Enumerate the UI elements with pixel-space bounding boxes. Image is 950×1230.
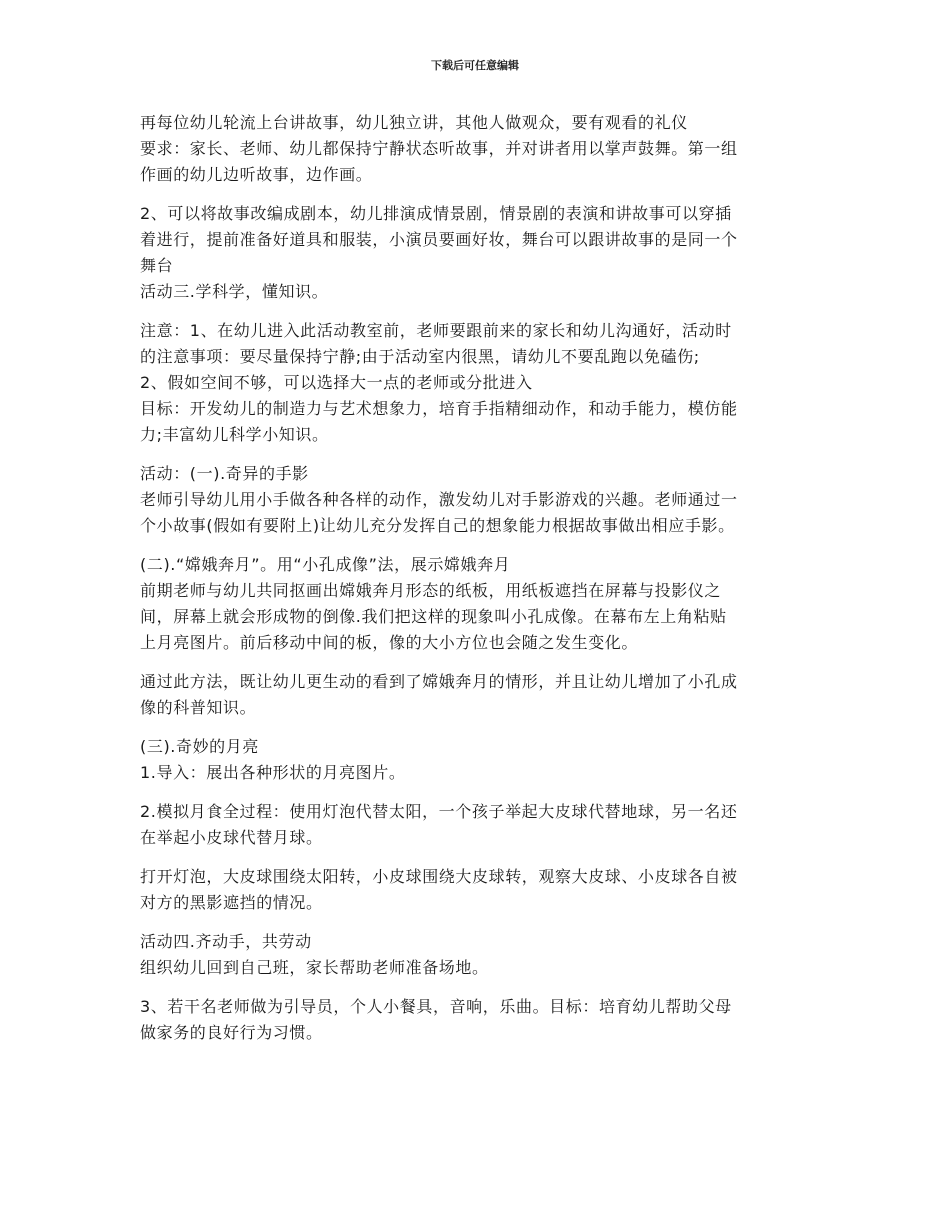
text-line: 活动三.学科学，懂知识。 xyxy=(140,282,329,301)
text-line: 舞台 xyxy=(140,256,174,275)
text-line: 的注意事项：要尽量保持宁静;由于活动室内很黑，请幼儿不要乱跑以免磕伤; xyxy=(140,347,700,366)
text-line: 做家务的良好行为习惯。 xyxy=(140,1023,323,1042)
text-line: 像的科普知识。 xyxy=(140,698,257,717)
text-line: 老师引导幼儿用小手做各种各样的动作，激发幼儿对手影游戏的兴趣。老师通过一 xyxy=(140,490,738,509)
text-line: (三).奇妙的月亮 xyxy=(140,737,259,756)
text-line: 对方的黑影遮挡的情况。 xyxy=(140,893,323,912)
text-line: 2、假如空间不够，可以选择大一点的老师或分批进入 xyxy=(140,373,533,392)
text-line: 个小故事(假如有要附上)让幼儿充分发挥自己的想象能力根据故事做出相应手影。 xyxy=(140,516,735,535)
text-line: 2、可以将故事改编成剧本，幼儿排演成情景剧，情景剧的表演和讲故事可以穿插 xyxy=(140,204,732,223)
text-line: 组织幼儿回到自己班，家长帮助老师准备场地。 xyxy=(140,958,489,977)
text-line: 作画的幼儿边听故事，边作画。 xyxy=(140,165,373,184)
text-line: (二).“嫦娥奔月”。用“小孔成像”法，展示嫦娥奔月 xyxy=(140,555,511,574)
text-line: 在举起小皮球代替月球。 xyxy=(140,828,323,847)
text-line: 活动四.齐动手，共劳动 xyxy=(140,932,312,951)
text-line: 着进行，提前准备好道具和服装，小演员要画好妆，舞台可以跟讲故事的是同一个 xyxy=(140,230,738,249)
document-body xyxy=(140,110,816,1059)
text-line: 3、若干名老师做为引导员，个人小餐具，音响，乐曲。目标：培育幼儿帮助父母 xyxy=(140,997,732,1016)
paragraph xyxy=(140,318,816,448)
paragraph xyxy=(140,461,816,539)
text-line: 注意：1、在幼儿进入此活动教室前，老师要跟前来的家长和幼儿沟通好，活动时 xyxy=(140,321,732,340)
paragraph xyxy=(140,994,816,1046)
text-line: 前期老师与幼儿共同抠画出嫦娥奔月形态的纸板，用纸板遮挡在屏幕与投影仪之 xyxy=(140,581,722,600)
text-line: 2.模拟月食全过程：使用灯泡代替太阳，一个孩子举起大皮球代替地球，另一名还 xyxy=(140,802,738,821)
text-line: 1.导入：展出各种形状的月亮图片。 xyxy=(140,763,406,782)
text-line: 力;丰富幼儿科学小知识。 xyxy=(140,425,329,444)
text-line: 目标：开发幼儿的制造力与艺术想象力，培育手指精细动作，和动手能力，模仿能 xyxy=(140,399,738,418)
paragraph xyxy=(140,929,816,981)
text-line: 间，屏幕上就会形成物的倒像.我们把这样的现象叫小孔成像。在幕布左上角粘贴 xyxy=(140,607,727,626)
paragraph xyxy=(140,734,816,786)
text-line: 要求：家长、老师、幼儿都保持宁静状态听故事，并对讲者用以掌声鼓舞。第一组 xyxy=(140,139,738,158)
paragraph xyxy=(140,864,816,916)
paragraph xyxy=(140,201,816,305)
text-line: 再每位幼儿轮流上台讲故事，幼儿独立讲，其他人做观众，要有观看的礼仪 xyxy=(140,113,688,132)
paragraph xyxy=(140,669,816,721)
paragraph xyxy=(140,799,816,851)
text-line: 上月亮图片。前后移动中间的板，像的大小方位也会随之发生变化。 xyxy=(140,633,639,652)
text-line: 活动：(一).奇异的手影 xyxy=(140,464,309,483)
paragraph xyxy=(140,552,816,656)
page-header: 下载后可任意编辑 xyxy=(431,59,519,72)
paragraph xyxy=(140,110,816,188)
text-line: 打开灯泡，大皮球围绕太阳转，小皮球围绕大皮球转，观察大皮球、小皮球各自被 xyxy=(140,867,738,886)
text-line: 通过此方法，既让幼儿更生动的看到了嫦娥奔月的情形，并且让幼儿增加了小孔成 xyxy=(140,672,738,691)
